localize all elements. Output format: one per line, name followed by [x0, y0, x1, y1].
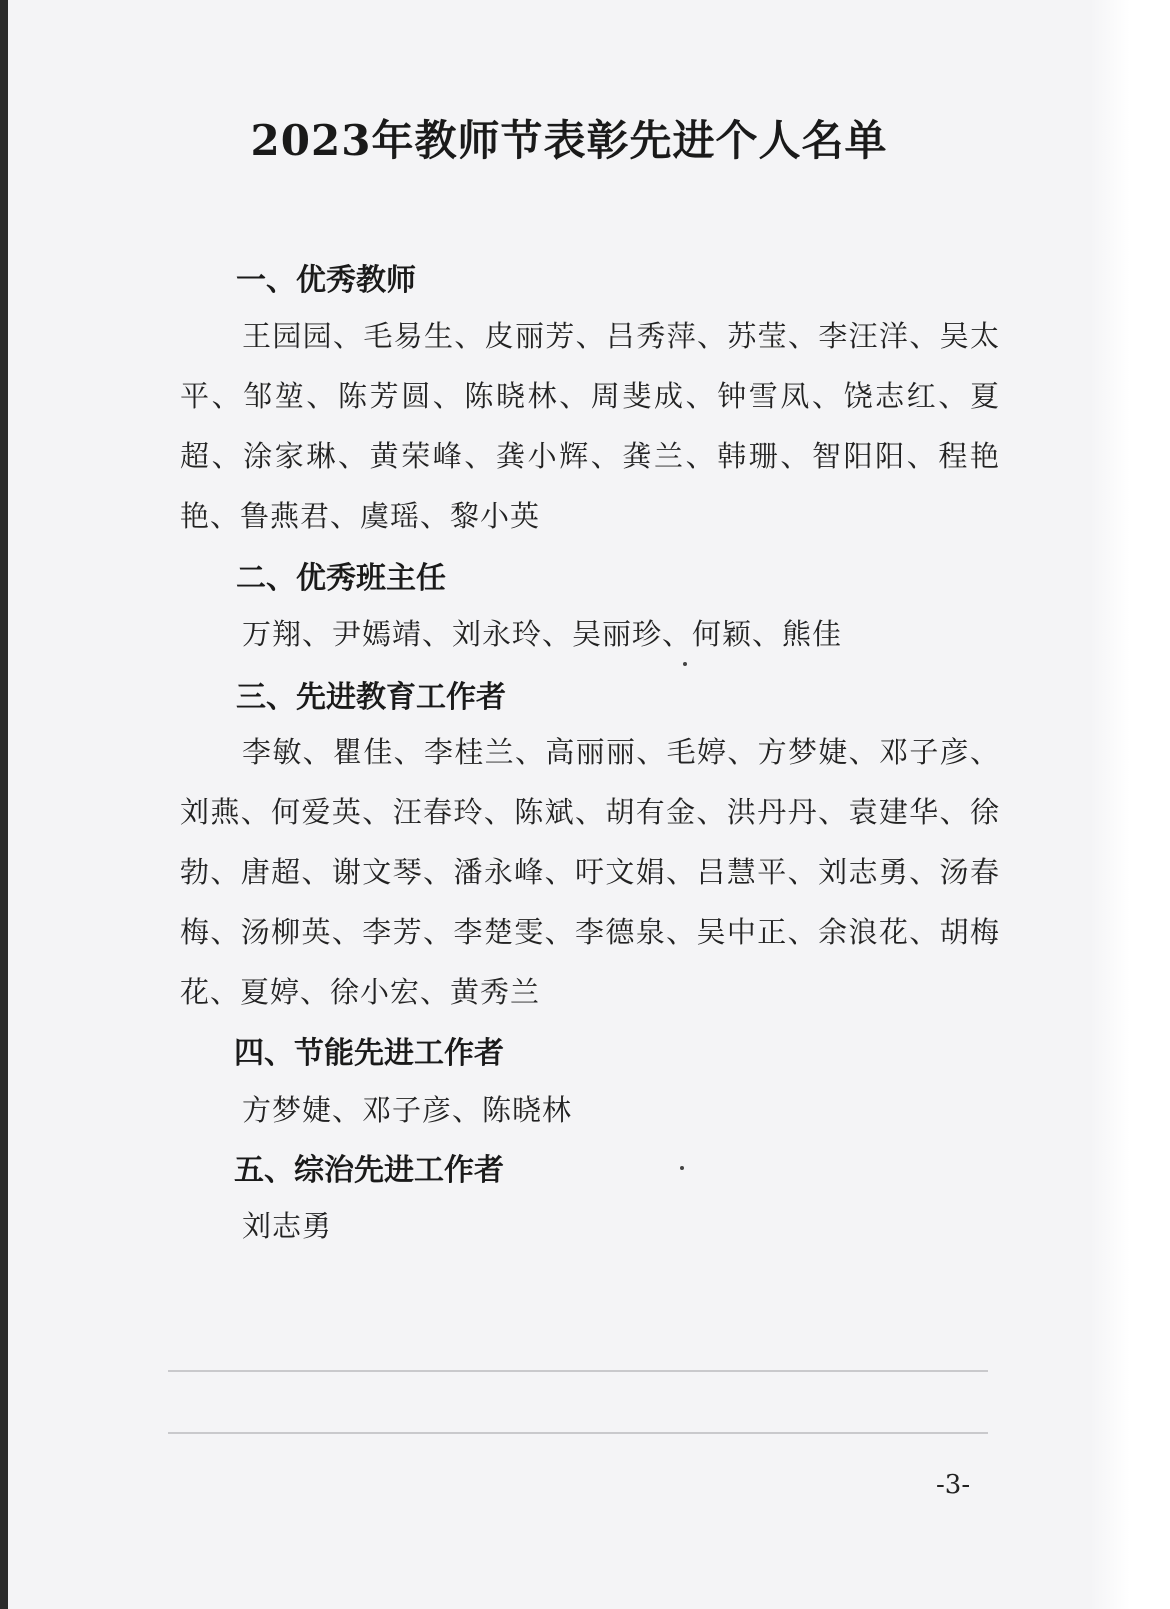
- section-heading-public-security-workers: 五、综治先进工作者: [234, 1153, 504, 1188]
- footer-rule-top: [168, 1370, 988, 1372]
- document-title: 2023年教师节表彰先进个人名单: [250, 116, 888, 165]
- scan-right-edge: [1090, 0, 1130, 1609]
- page-number: -3-: [936, 1470, 971, 1500]
- section-names-excellent-class-teachers: 万翔、尹嫣靖、刘永玲、吴丽珍、何颖、熊佳: [242, 617, 843, 651]
- scan-speck: [683, 662, 687, 666]
- scan-speck: [680, 1166, 684, 1170]
- section-names-energy-saving-workers: 方梦婕、邓子彦、陈晓林: [242, 1093, 573, 1127]
- section-names-advanced-education-workers: 李敏、瞿佳、李桂兰、高丽丽、毛婷、方梦婕、邓子彦、刘燕、何爱英、汪春玲、陈斌、胡有金、洪丹丹、袁建华、徐勃、唐超、谢文琴、潘永峰、吁文娟、吕慧平、刘志勇、汤春梅、汤柳英、李芳、李楚雯、李德泉、吴中正、余浪花、胡梅花、夏婷、徐小宏、黄秀兰: [180, 735, 1000, 1009]
- scan-left-edge: [0, 0, 8, 1609]
- footer-rule-bottom: [168, 1432, 988, 1434]
- section-names-excellent-teachers: 王园园、毛易生、皮丽芳、吕秀萍、苏莹、李汪洋、吴太平、邹堃、陈芳圆、陈晓林、周斐成、钟雪凤、饶志红、夏超、涂家琳、黄荣峰、龚小辉、龚兰、韩珊、智阳阳、程艳艳、鲁燕君、虞瑶、黎小英: [180, 319, 1000, 533]
- section-heading-energy-saving-workers: 四、节能先进工作者: [234, 1036, 504, 1071]
- document-page: [8, 0, 1130, 1609]
- section-names-public-security-workers: 刘志勇: [242, 1209, 333, 1243]
- section-heading-advanced-education-workers: 三、先进教育工作者: [236, 680, 506, 715]
- section-heading-excellent-class-teachers: 二、优秀班主任: [236, 561, 446, 596]
- section-heading-excellent-teachers: 一、优秀教师: [236, 263, 416, 298]
